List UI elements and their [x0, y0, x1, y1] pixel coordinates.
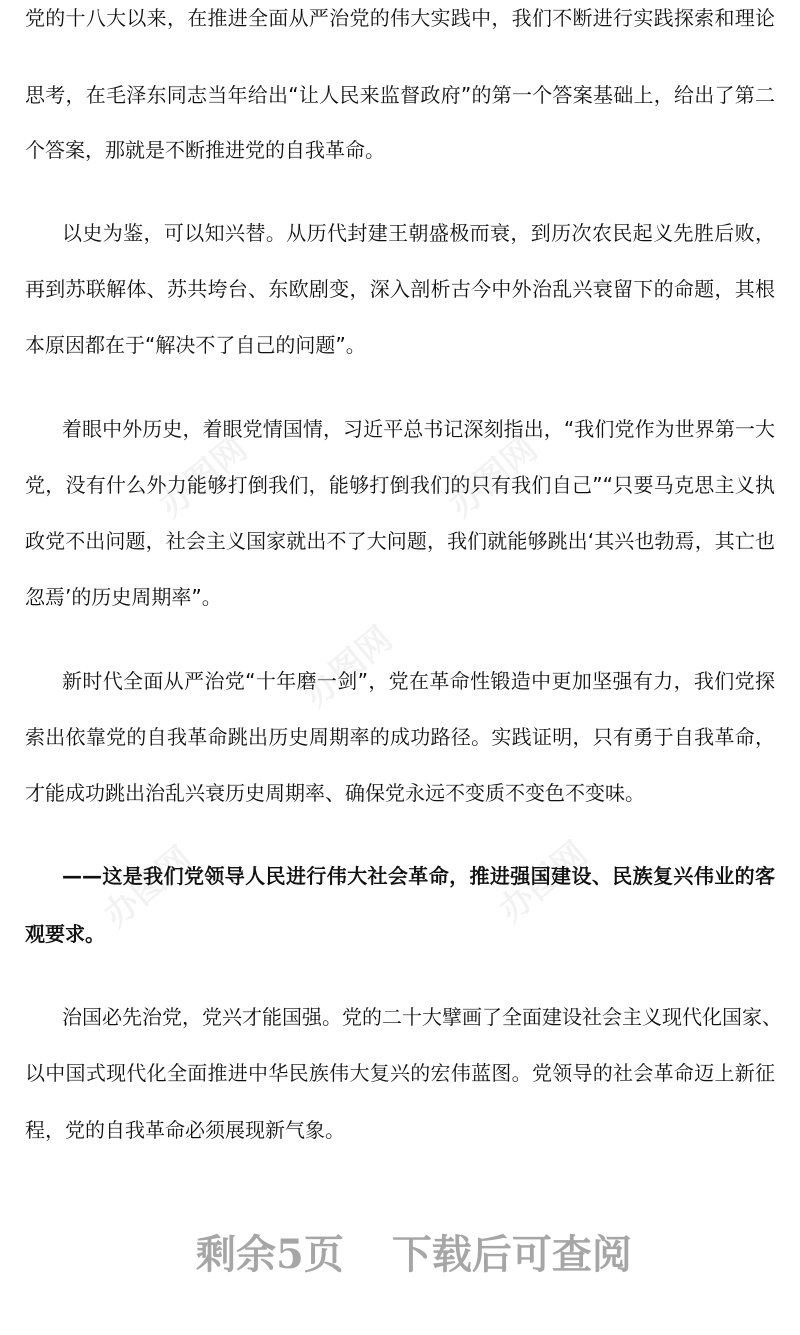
- paragraph-line: 本原因都在于“解决不了自己的问题”。: [25, 333, 366, 357]
- paragraph-line: 以中国式现代化全面推进中华民族伟大复兴的宏伟蓝图。党领导的社会革命迈上新征: [25, 1061, 775, 1085]
- download-prompt[interactable]: [196, 1231, 656, 1279]
- paragraph-line: 才能成功跳出治乱兴衰历史周期率、确保党永远不变质不变色不变味。: [25, 781, 645, 805]
- watermark: 办图网: [96, 839, 201, 936]
- paragraph-line: 程，党的自我革命必须展现新气象。: [25, 1118, 345, 1142]
- paragraph-line: 党，没有什么外力能够打倒我们，能够打倒我们的只有我们自己”“只要马克思主义执: [25, 473, 775, 497]
- paragraph-line: 治国必先治党，党兴才能国强。党的二十大擘画了全面建设社会主义现代化国家、: [62, 1005, 782, 1029]
- paragraph-line: 着眼中外历史，着眼党情国情，习近平总书记深刻指出，“我们党作为世界第一大: [62, 417, 775, 441]
- paragraph-line: 党的十八大以来，在推进全面从严治党的伟大实践中，我们不断进行实践探索和理论: [25, 6, 775, 30]
- watermark: 办图网: [441, 429, 546, 526]
- watermark: 办图网: [296, 619, 401, 716]
- paragraph-line: 思考，在毛泽东同志当年给出“让人民来监督政府”的第一个答案基础上，给出了第二: [25, 83, 775, 107]
- remaining-pages-label[interactable]: 剩余5页: [196, 1231, 344, 1278]
- paragraph-line: 观要求。: [25, 922, 105, 946]
- paragraph-line: 以史为鉴，可以知兴替。从历代封建王朝盛极而衰，到历次农民起义先胜后败，: [62, 221, 775, 245]
- paragraph-line: 索出依靠党的自我革命跳出历史周期率的成功路径。实践证明，只有勇于自我革命，: [25, 725, 775, 749]
- watermark: 办图网: [491, 834, 596, 931]
- paragraph-line: 再到苏联解体、苏共垮台、东欧剧变，深入剖析古今中外治乱兴衰留下的命题，其根: [25, 277, 775, 301]
- watermark: 办图网: [151, 429, 256, 526]
- paragraph-line: 新时代全面从严治党“十年磨一剑”，党在革命性锻造中更加坚强有力，我们党探: [62, 669, 775, 693]
- download-to-view-label[interactable]: 下载后可查阅: [391, 1231, 632, 1278]
- paragraph-line: ——这是我们党领导人民进行伟大社会革命，推进强国建设、民族复兴伟业的客: [62, 864, 775, 888]
- paragraph-line: 忽焉’的历史周期率”。: [25, 585, 222, 609]
- paragraph-line: 个答案，那就是不断推进党的自我革命。: [25, 138, 385, 162]
- paragraph-line: 政党不出问题，社会主义国家就出不了大问题，我们就能够跳出‘其兴也勃焉，其亡也: [25, 529, 775, 553]
